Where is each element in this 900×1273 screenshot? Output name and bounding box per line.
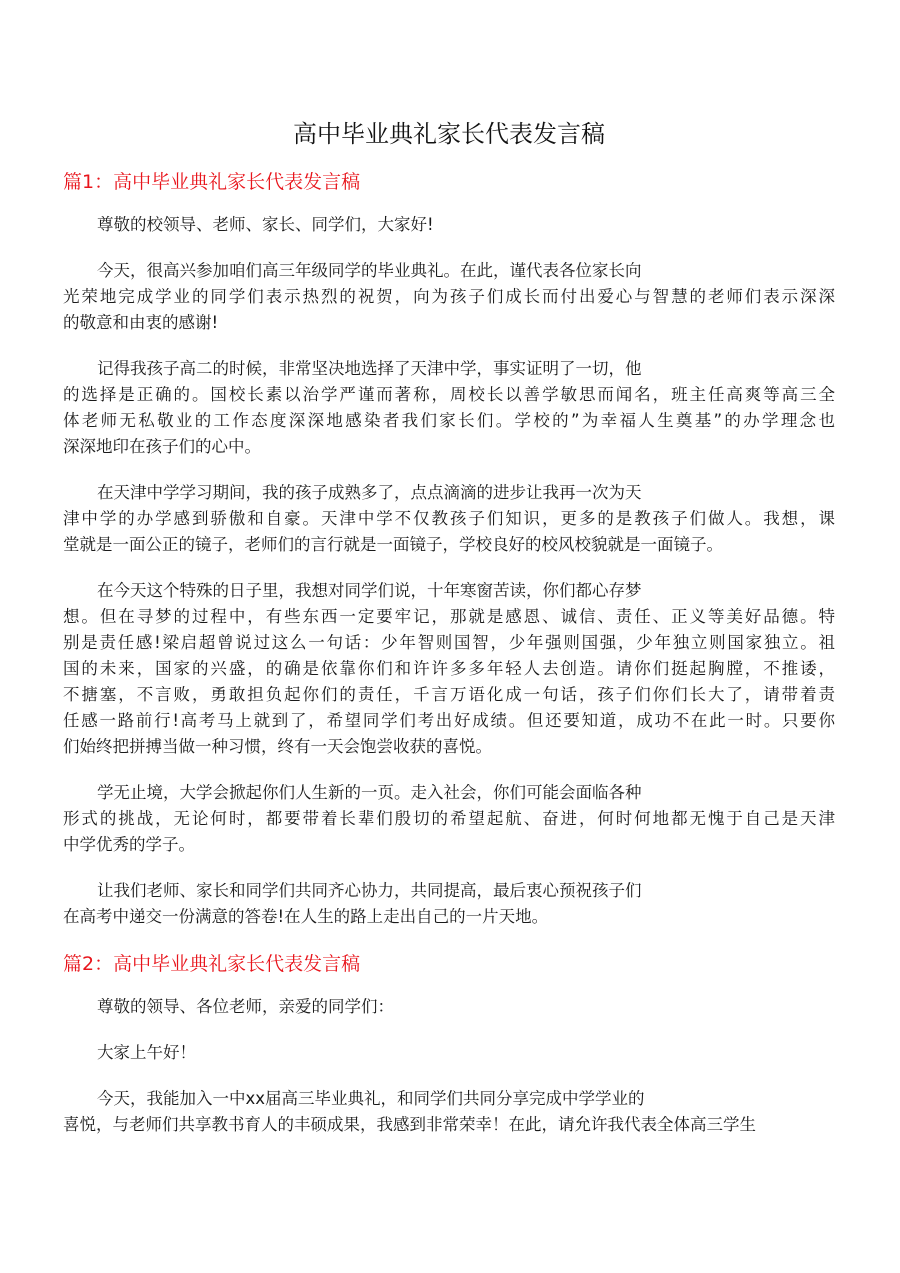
text-line: 大家上午好！ (97, 1043, 196, 1062)
text-line: 在今天这个特殊的日子里，我想对同学们说，十年寒窗苦读，你们都心存梦 (97, 581, 642, 600)
text-line: 的敬意和由衷的感谢! (63, 313, 219, 332)
text-line: 学无止境，大学会掀起你们人生新的一页。走入社会，你们可能会面临各种 (97, 783, 642, 802)
text-line: 在天津中学学习期间，我的孩子成熟多了，点点滴滴的进步让我再一次为天 (97, 483, 642, 502)
text-line: 们始终把拼搏当做一种习惯，终有一天会饱尝收获的喜悦。 (63, 737, 492, 756)
section-2 (63, 950, 835, 1138)
section-heading: 篇2：高中毕业典礼家长代表发言稿 (63, 953, 361, 975)
text-line: 国的未来，国家的兴盛，的确是依靠你们和许许多多年轻人去创造。请你们挺起胸膛，不推诿， (63, 659, 835, 678)
paragraph (63, 258, 835, 336)
section-1 (63, 168, 835, 930)
paragraph (63, 1086, 835, 1138)
text-line: 喜悦，与老师们共享教书育人的丰硕成果，我感到非常荣幸！在此，请允许我代表全体高三学生 (63, 1115, 756, 1134)
text-line: 津中学的办学感到骄傲和自豪。天津中学不仅教孩子们知识，更多的是教孩子们做人。我想，课 (63, 509, 835, 528)
text-line: 不搪塞，不言败，勇敢担负起你们的责任，千言万语化成一句话，孩子们你们长大了，请带着责 (63, 685, 835, 704)
text-line: 堂就是一面公正的镜子，老师们的言行就是一面镜子，学校良好的校风校貌就是一面镜子。 (63, 535, 723, 554)
paragraph (63, 994, 835, 1020)
section-heading: 篇1：高中毕业典礼家长代表发言稿 (63, 171, 361, 193)
text-line: 今天，很高兴参加咱们高三年级同学的毕业典礼。在此，谨代表各位家长向 (97, 261, 642, 280)
text-line: 想。但在寻梦的过程中，有些东西一定要牢记，那就是感恩、诚信、责任、正义等美好品德。特 (63, 607, 835, 626)
paragraph (63, 1040, 835, 1066)
text-line: 别是责任感!梁启超曾说过这么一句话：少年智则国智，少年强则国强，少年独立则国家独立。祖 (63, 633, 835, 652)
text-line: 尊敬的校领导、老师、家长、同学们，大家好! (97, 215, 434, 234)
text-line: 体老师无私敬业的工作态度深深地感染者我们家长们。学校的”为幸福人生奠基”的办学理念也 (63, 411, 835, 430)
document (63, 118, 835, 1158)
text-line: 的选择是正确的。国校长素以治学严谨而著称，周校长以善学敏思而闻名，班主任高爽等高三全 (63, 385, 835, 404)
paragraph (63, 212, 835, 238)
text-line: 深深地印在孩子们的心中。 (63, 437, 261, 456)
text-line: 在高考中递交一份满意的答卷!在人生的路上走出自己的一片天地。 (63, 907, 549, 926)
text-line: 中学优秀的学子。 (63, 835, 195, 854)
document-title: 高中毕业典礼家长代表发言稿 (293, 120, 605, 148)
text-line: 今天，我能加入一中xx届高三毕业典礼，和同学们共同分享完成中学学业的 (97, 1089, 645, 1108)
paragraph (63, 878, 835, 930)
paragraph (63, 480, 835, 558)
sections (63, 168, 835, 1138)
text-line: 记得我孩子高二的时候，非常坚决地选择了天津中学，事实证明了一切，他 (97, 359, 642, 378)
paragraph (63, 780, 835, 858)
text-line: 尊敬的领导、各位老师，亲爱的同学们： (97, 997, 394, 1016)
text-line: 让我们老师、家长和同学们共同齐心协力，共同提高，最后衷心预祝孩子们 (97, 881, 642, 900)
paragraph (63, 578, 835, 760)
text-line: 形式的挑战，无论何时，都要带着长辈们殷切的希望起航、奋进，何时何地都无愧于自己是天津 (63, 809, 835, 828)
text-line: 光荣地完成学业的同学们表示热烈的祝贺，向为孩子们成长而付出爱心与智慧的老师们表示深深 (63, 287, 835, 306)
paragraph (63, 356, 835, 460)
text-line: 任感一路前行!高考马上就到了，希望同学们考出好成绩。但还要知道，成功不在此一时。只要你 (63, 711, 835, 730)
